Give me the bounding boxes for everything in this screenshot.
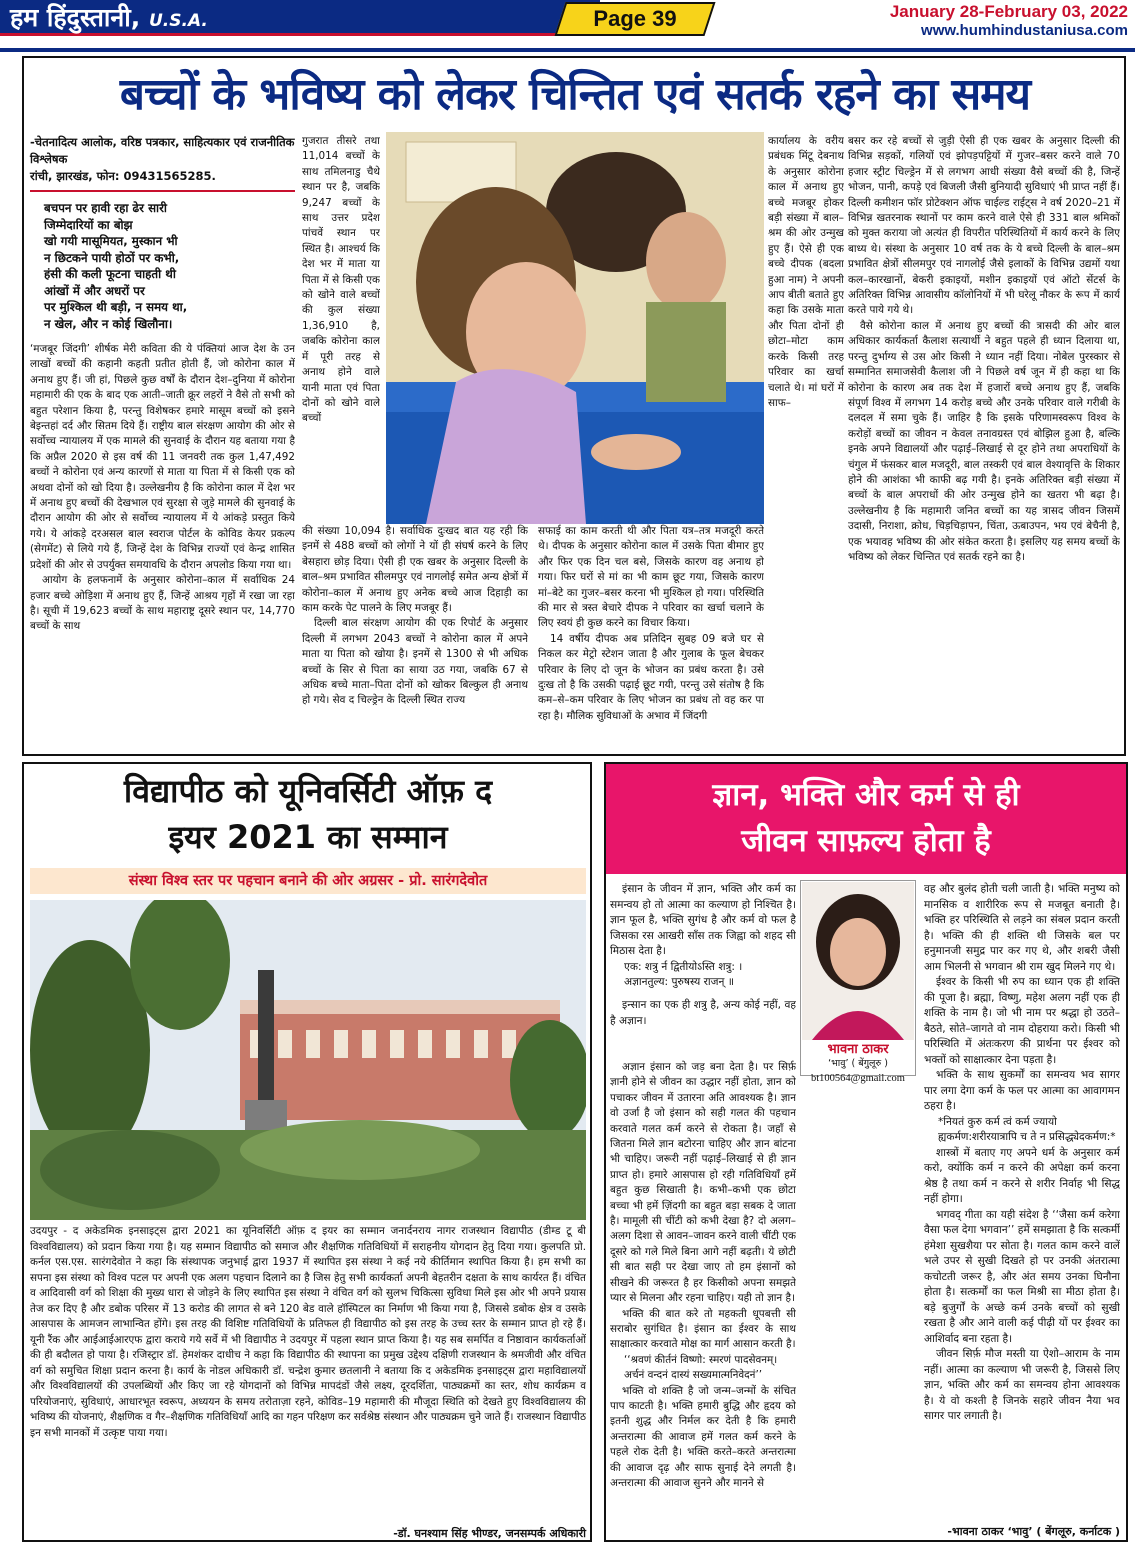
paragraph: दिल्ली बाल संरक्षण आयोग की एक रिपोर्ट के अनुसार दिल्ली में लगभग 2043 बच्चों ने कोरोना काल में अपने माता या पिता को खोया है। इनमें से 1300 से भी अधिक बच्चों के सिर से पिता का साया उठ गया, जबकि 67 से अधिक बच्चे माता–पिता दोनों को खोकर बिल्कुल ही अनाथ हो गये। सेव द चिल्ड्रेन के दिल्ली स्थित राज्य	[302, 617, 528, 707]
poem-line: पर मुश्किल थी बड़ी, न समय था,	[44, 300, 188, 314]
paragraph: भगवद् गीता का यही संदेश है ‘‘जैसा कर्म करेगा वैसा फल देगा भगवान’’ हमें समझाता है कि सत्कर्मी हंमेशा सुखशैया पर सोता है। गलत काम करने वालें भले उपर से सुखी दिखते हो पर उनकी अंतरात्मा कचोटती जरूर है, और अंत समय उनका घिनौना होता है। सत्कर्मों का फल मिश्री सा मीठा होता है। बड़े बुजुर्गों के अच्छे कर्म उनके बच्चों को सुखी रखता है और आने वाली कई पीढ़ी यों पर ईश्वर का आशिर्वाद बना रहता है।	[924, 1208, 1120, 1345]
paragraph: भक्ति की बात करे तो महकती धूपबत्ती सी सराबोर सुगंधित है। इंसान का ईश्वर के साथ साक्षात्कार करवाते मोक्ष का मार्ग आसान करती है।	[610, 1307, 796, 1351]
spiritual-intro	[610, 882, 796, 998]
poem-line: न छिटकने पायी होठों पर कभी,	[44, 250, 180, 265]
poem-line: खो गयी मासूमियत, मुस्कान भी	[44, 234, 178, 248]
paragraph: जीवन सिर्फ़ मौज मस्ती या ऐशो–आराम के नाम नहीं। आत्मा का कल्याण भी जरूरी है, जिससे लिए ज्ञान, भक्ति और कर्म का समन्वय होना आवश्यक है। ये वो कश्ती है जिनके सहारे जीवन नैया भव सागर पार लगाती है।	[924, 1348, 1120, 1422]
paragraph: उदयपुर - द अकेडमिक इनसाइट्स द्वारा 2021 का यूनिवर्सिटी ऑफ़ द इयर का सम्मान जनार्दनराय नागर राजस्थान विद्यापीठ (डीम्ड टू बी विश्वविद्यालय) को प्रदान किया गया है। यह सम्मान विद्यापीठ को समाज और शैक्षणिक गतिविधियों में सराहनीय योगदान हेतु दिया गया। कुलपति प्रो. कर्नल एस.एस. सारंगदेवोत ने कहा कि संस्थापक जनुभाई द्वारा 1937 में स्थापित इस संस्था ने कई नये कीर्तिमान स्थापित किया है। हम सभी का सपना इस संस्था को विश्व पटल पर अपनी एक अलग पहचान दिलाने का है जिस हेतु सभी कार्यकर्ता अपनी बेहतरीन दक्षता के साथ कार्यरत हैं। वंचित व आदिवासी वर्ग को शिक्षा की मुख्य धारा से जोड़ने के लिए स्थापित इस संस्था ने वंचित वर्ग को सुलभ चिकित्सा सुविधा मिले इस ओर भी अपने प्रयास तेज कर दिए है और डबोक परिसर में 13 करोड की लागत से बने 120 बेड वाले हॉस्पिटल का निर्माण भी किया गया है, जिससे डबोक क्षेत्र व उसके आसपास के आमजन लाभान्वित होंगे। इस तरह की विशिष्ट गतिविधियों के प्रतिफल ही विद्यापीठ को इस तरह के उच्च स्तर के सम्मान प्राप्त हो रहे हैं। यूनी रैंक और आईआईआरएफ द्वारा कराये गये सर्वे में भी विद्यापीठ ने उदयपुर में पहला स्थान प्राप्त किया है। यह सब समर्पित व निष्ठावान कार्यकर्ताओं की ही बदौलत हो पाया है। रजिस्ट्रार डॉ. हेमशंकर दाधीच ने कहा कि विद्यापीठ की स्थापना का प्रमुख उद्देश्य दक्षिणी राजस्थान के श्रमजीवी और वंचित वर्ग को समुचित शिक्षा प्रदान करना है। कार्य के नोडल अधिकारी डॉ. चन्द्रेश कुमार छतलानी ने बताया कि द अकेडमिक इनसाइट्स द्वारा महाविद्यालयों और विश्वविद्यालयों की उपलब्धियों और किए जा रहे योगदानों को विभिन्न मापदंडों जैसे लक्ष्य, दूरदर्शिता, पाठ्यक्रमों का स्तर, शोध कार्यक्रम व परियोजनाएं, सुविधाएं, आधारभूत स्वरूप, अध्ययन के समय तरोताज़ा रहने, कोविड–19 महामारी की मौजूदा स्थिति को देखते हुए विश्वविद्यालय की भविष्य की योजनाएं, शैक्षणिक व गैर–शैक्षणिक गतिविधियाँ आदि का गहन परिक्षण कर सर्वश्रेष्ठ संस्थान और पाठ्यक्रम चुने जाते हैं। राजस्थान विद्यापीठ इन सभी मानकों में उत्कृष्ट पाया गया।	[30, 1225, 586, 1439]
header-rule	[0, 48, 1135, 52]
paragraph: अज्ञान इंसान को जड़ बना देता है। पर सिर्फ़ ज्ञानी होने से जीवन का उद्धार नहीं होता, ज्ञान को पचाकर जीवन में उतारना अति आवश्यक है। ज्ञान वो उर्जा है जो इंसान को सही गलत की पहचान करवाते गलत कर्म करने से रोकता है। जहाँ से जितना मिले ज्ञान बटोरना चाहिए और ज्ञान बांटना भी चाहिए। जरूरी नहीं पढ़ाई–लिखाई से ही ज्ञान प्राप्त हो। हमारे आसपास हो रही गतिविधियाँ हमें बहुत कुछ सिखाती है। कभी–कभी एक छोटा बच्चा भी हमें ज़िंदगी का बहुत बड़ा सबक दे जाता है। मामूली सी चींटी को कभी देखा है? दो अलग–अलग दिशा से आवन–जावन करने वाली चींटी एक दूसरे को गले मिले बिना आगे नहीं बढ़ती। ये छोटी सी बात सही पर देखा जाए तो हम इंसानों को सीखने की जरूरत है हर किसीको अपना समझते प्यार से मिलना और रहना चाहिए। यही तो ज्ञान है।	[610, 1061, 796, 1305]
campus-photo-illustration	[30, 900, 586, 1220]
main-column-5	[848, 134, 1120, 748]
spiritual-headline	[606, 772, 1126, 864]
main-column-1	[30, 342, 295, 747]
children-photo	[386, 132, 764, 524]
byline-location: रांची, झारखंड, फोन: 09431565285.	[30, 169, 216, 183]
verse-line: एक: शत्रु र्न द्वितीयोऽस्ति शत्रु: ।	[624, 960, 743, 973]
below-photo-left	[302, 524, 528, 749]
author-photo	[802, 882, 914, 1040]
masthead-title: हम हिंदुस्तानी,	[10, 3, 141, 32]
paragraph: इंसान के जीवन में ज्ञान, भक्ति और कर्म का समन्वय हो तो आत्मा का कल्याण हो निश्चित है। ज्ञान फूल है, भक्ति सुगंध है और कर्म वो फल है जिसका रस आखरी साँस तक जिह्वा को शहद सी मिठास देता है।	[610, 883, 796, 957]
verse-line: ‘‘श्रवणं कीर्तनं विष्णो: स्मरणं पादसेवनम्।	[624, 1353, 778, 1366]
headline-line: जीवन साफ़ल्य होता है	[741, 823, 991, 859]
paragraph: गुजरात तीसरे तथा 11,014 बच्चों के साथ तमिलनाडु चैथे स्थान पर है, जबकि 9,247 बच्चों के साथ उत्तर प्रदेश पांचवें स्थान पर स्थित है। आश्चर्य कि देश भर में माता या पिता में से किसी एक को खोने वाले बच्चों की कुल संख्या 1,36,910 है, जबकि कोरोना काल में पूरी तरह से अनाथ होने वाले यानी माता एवं पिता दोनों को खोने वाले बच्चों	[302, 135, 380, 425]
main-byline	[30, 134, 295, 186]
issue-date: January 28-February 03, 2022	[889, 2, 1128, 21]
verse-line: अर्चनं वन्दनं दास्यं सख्यमात्मनिवेदनं’’	[624, 1369, 763, 1382]
poem-line: जिम्मेदारियों का बोझ	[44, 217, 133, 232]
spiritual-column-2	[924, 882, 1120, 1512]
masthead-suffix: U.S.A.	[148, 11, 208, 31]
paragraph: कार्यालय के वरीय प्रबंधक मिंटू देबनाथ के अनुसार कोरोना काल में अनाथ हुए बच्चे मजबूर होकर बड़ी संख्या में बाल–श्रम की ओर उन्मुख हुए हैं। ऐसे ही एक बच्चे दीपक (बदला हुआ नाम) ने अपनी आप बीती बताते हुए कहा कि उसके माता और पिता दोनों ही छोटा–मोटा काम करके किसी तरह परिवार का खर्चा चलाते थे। मां घरों में साफ–	[768, 135, 844, 409]
byline-author: -चेतनादित्य आलोक, वरिष्ठ पत्रकार, साहित्यकार एवं राजनीतिक विश्लेषक	[30, 135, 295, 166]
campus-photo	[30, 900, 586, 1220]
headline-line: इयर 2021 का सम्मान	[168, 818, 448, 856]
headline-line: ज्ञान, भक्ति और कर्म से ही	[712, 777, 1020, 813]
verse-line: *नियतं कुरु कर्म त्वं कर्म ज्यायो ह्यकर्मण:शरीरयात्रापि च ते न प्रसिद्ध्येदकर्मण:*	[938, 1115, 1116, 1143]
paragraph: वह और बुलंद होती चली जाती है। भक्ति मनुष्य को मानसिक व शारीरिक रूप से मजबूत बनाती है। भक्ति हर परिस्थिति से लड़ने का संबल प्रदान करती है। भक्ति की ही शक्ति थी जिसके बल पर हनुमानजी समुद्र पार कर गए थे, और शबरी जैसी आम भिलनी से भगवान श्री राम खुद मिलने गए थे।	[924, 883, 1120, 973]
spiritual-signature: -भावना ठाकर ‘भावु’ ( बेंगलूरु, कर्नाटक )	[947, 1525, 1120, 1538]
paragraph: सफाई का काम करती थी और पिता यत्र–तत्र मजदूरी करते थे। दीपक के अनुसार कोरोना काल में उसके पिता बीमार हुए और फिर एक दिन चल बसे, जिसके कारण वह अनाथ हो गया। फिर घरों से मां का भी काम छूट गया, जिसके कारण मां–बेटे का गुजर–बसर करना भी मुश्किल हो गया। परिस्थिति की मार से त्रस्त बेचारे दीपक ने परिवार का खर्चा चलाने के लिए स्वयं ही कुछ करने का विचार किया।	[538, 525, 764, 630]
paragraph: भक्ति के साथ सुकर्मों का समन्वय भव सागर पार लगा देगा कर्म के फल पर आत्मा का आवागमन ठहरा है।	[924, 1069, 1120, 1112]
below-photo-columns	[302, 524, 764, 749]
byline-divider	[30, 190, 295, 192]
paragraph: की संख्या 10,094 है। सर्वाधिक दुःखद बात यह रही कि इनमें से 488 बच्चों को लोगों ने यों ही संघर्ष करने के लिए बेसहारा छोड़ दिया। ऐसी ही एक खबर के अनुसार दिल्ली के बाल–श्रम प्रभावित सीलमपुर एवं नागलोई समेत अन्य क्षेत्रों में कोरोना–काल में अनाथ हुए अनेक बच्चे आज दिहाड़ी का काम करके पेट पालने के लिए मजबूर हैं।	[302, 525, 528, 615]
poem-block	[44, 200, 294, 345]
children-photo-illustration	[386, 132, 764, 524]
headline-line: विद्यापीठ को यूनिवर्सिटी ऑफ़ द	[123, 772, 493, 810]
paragraph: भक्ति वो शक्ति है जो जन्म–जन्मों के संचित पाप काटती है। भक्ति हमारी बुद्धि और हृदय को इतनी शुद्ध और निर्मल कर देती है कि हमारी अन्तरात्मा की आवाज हमें गलत कर्म करने के पहले रोक देती है। भक्ति करते–करते अन्तरात्मा की आवाज दृढ़ और साफ सुनाई देने लगती है। अन्तरात्मा की आवाज सुनने और मानने से	[610, 1384, 796, 1489]
author-alias: ‘भावु’ ( बेंगुलूरु )	[828, 1058, 888, 1069]
below-photo-right	[538, 524, 764, 749]
author-portrait	[802, 882, 914, 1040]
paragraph: 14 वर्षीय दीपक अब प्रतिदिन सुबह 09 बजे घर से निकल कर मेट्रो स्टेशन जाता है और गुलाब के फूल बेचकर परिवार के लिए दो जून के भोजन का प्रबंध करता है। उसे दुःख तो है कि उसकी पढ़ाई छूट गयी, परन्तु उसे संतोष है कि कम–से–कम परिवार के लिए भोजन का प्रबंध तो वह कर पा रहा है। मौलिक सुविधाओं के अभाव में जिंदगी	[538, 632, 764, 722]
paragraph: ईश्वर के किसी भी रुप का ध्यान एक ही शक्ति की पूजा है। ब्रह्मा, विष्णु, महेश अलग नहीं एक ही शक्ति के नाम है। जो भी नाम पर श्रद्धा हो उठते–बैठते, सोते–जागते वो नाम दोहराया करो। किसी भी परिस्थिति में अंतःकरण की प्रार्थना पर ईश्वर को भक्तों को साक्षात्कार देना पड़ता है।	[924, 976, 1120, 1066]
main-column-2	[302, 134, 380, 524]
university-headline	[30, 768, 586, 864]
poem-line: हंसी की कली फूटना चाहती थी	[44, 267, 176, 281]
paragraph: वैसे कोरोना काल में अनाथ हुए बच्चों की त्रासदी की ओर बाल अधिकार कार्यकर्ता कैलाश सत्यार्थी ने बहुत पहले ही ध्यान दिलाया था, परन्तु दुर्भाग्य से उस ओर किसी ने ध्यान नहीं दिया। नोबेल पुरस्कार से सम्मानित समाजसेवी कैलाश जी ने पिछले वर्ष जून में ही कहा था कि कोरोना के कारण अब तक देश में हजारों बच्चे अनाथ हुए हैं, जबकि संपूर्ण विश्व में लगभग 14 करोड़ बच्चे और उनके परिवार वाले गरीबी के दलदल में समा चुके हैं। जाहिर है कि इसके परिणामस्वरूप विश्व के करोड़ों बच्चों का जीवन न केवल तनावग्रस्त एवं बोझिल हुआ है, बल्कि इनके अपने विद्यालयों और पढ़ाई–लिखाई से दूर होने तथा अपराधियों के चंगुल में फंसकर बाल मजदूरी, बाल तस्करी एवं बाल वेश्यावृत्ति के शिकार होने की आशंका भी काफी बढ़ गयी है। इनके अतिरिक्त बड़ी संख्या में बच्चों के बाल अपराधों की ओर उन्मुख होने का खतरा भी बढ़ा है। उल्लेखनीय है कि महामारी जनित बच्चों का यह त्रासद जीवन जिसमें उदासी, निराशा, क्रोध, चिड़चिड़ापन, चिंता, ऊबाउपन, भय एवं बेचैनी है, एक भयावह भविष्य की ओर संकेत करता है। इसलिए यह समय बच्चों के भविष्य को लेकर चिन्तित एवं सतर्क रहने का है।	[848, 319, 1120, 563]
poem-line: न खेल, और न कोई खिलौना।	[44, 316, 173, 331]
university-subhead: संस्था विश्व स्तर पर पहचान बनाने की ओर अग्रसर - प्रो. सारंगदेवोत	[128, 873, 488, 889]
paragraph: आयोग के हलफनामें के अनुसार कोरोना–काल में सर्वाधिक 24 हजार बच्चे ओड़िशा में अनाथ हुए हैं, जिन्हें आश्रय गृहों में रखा जा रहा है। सूची में 19,623 बच्चों के साथ महाराष्ट्र दूसरे स्थान पर, 14,770 बच्चों के साथ	[30, 574, 295, 633]
main-headline: बच्चों के भविष्य को लेकर चिन्तित एवं सतर्क रहने का समय	[119, 69, 1031, 120]
masthead	[10, 2, 208, 37]
verse-line: अज्ञानतुल्य: पुरुषस्य राजन् ॥	[624, 976, 735, 988]
university-body	[30, 1224, 586, 1524]
page-header	[0, 0, 1135, 50]
author-name: भावना ठाकर	[827, 1042, 889, 1057]
author-email[interactable]: bt100564@gmail.com	[811, 1073, 905, 1084]
poem-line: आंखों में और अधरों पर	[44, 283, 145, 298]
paragraph: बसर कर रहे बच्चों से जुड़ी ऐसी ही एक खबर के अनुसार दिल्ली की विभिन्न सड़कों, गलियों एवं झोपड़पट्टियों में गुजर–बसर करने वाले 70 हजार स्ट्रीट चिल्ड्रेन में से लगभग आधी संख्या वैसे बच्चों की है, जिन्हें भोजन, पानी, कपड़े एवं बिजली जैसी बुनियादी सुविधाएं भी प्राप्त नहीं हैं। दिल्ली कमीशन फॉर प्रोटेक्शन ऑफ चाईल्ड राईट्स ने वर्ष 2020–21 में विभिन्न खतरनाक स्थानों पर काम करने वाले ऐसे ही 331 बाल श्रमिकों को मुक्त कराया जो अत्यंत ही विपरीत परिस्थितियों में कार्य करने के लिए बाध्य थे। संस्था के अनुसार 10 वर्ष तक के ये बच्चे दिल्ली के बाल–श्रम प्रभावित क्षेत्रों सीलमपुर एवं नागलोई जैसे इलाकों के विभिन्न उद्यमों यथा कल–कारखानों, बेकरी इकाइयों, मशीन इकाइयों एवं ऑटो सेंटर्स के अतिरिक्त विभिन्न आवासीय कॉलोनियों में भी घरेलू नौकर के रूप में कार्य करते पाये गये थे।	[848, 135, 1120, 317]
paragraph: शास्त्रों में बताए गए अपने धर्म के अनुसार कर्म करो, क्योंकि कर्म न करने की अपेक्षा कर्म करना श्रेष्ठ है तथा कर्म न करने से शरीर निर्वाह भी सिद्ध नहीं होगा।	[924, 1146, 1120, 1205]
main-column-4	[768, 134, 844, 524]
poem-line: बचपन पर हावी रहा ढेर सारी	[44, 201, 167, 215]
spiritual-column-1b	[610, 1060, 796, 1530]
paragraph: इन्सान का एक ही शत्रु है, अन्य कोई नहीं, वह है अज्ञान।	[610, 999, 796, 1027]
university-signature: -डॉ. घनश्याम सिंह भीण्डर, जनसम्पर्क अधिकारी	[393, 1527, 586, 1540]
paragraph: ‘मजबूर जिंदगी’ शीर्षक मेरी कविता की ये पंक्तियां आज देश के उन लाखों बच्चों की कहानी कहती प्रतीत होती हैं, जो कोरोना काल में अनाथ हुए हैं। जी हां, पिछले कुछ वर्षों के दौरान देश–दुनिया में कोरोना महामारी की एक के बाद एक आती–जाती क्रूर लहरों ने वैसे तो सभी को बहुत परेशान किया है, परन्तु विशेषकर हमारे मासूम बच्चों को इसने बेइन्तहां दर्द और सितम दिये हैं। राष्ट्रीय बाल संरक्षण आयोग की ओर से सर्वोच्च न्यायालय में एक मामले की सुनवाई के दौरान यह बताया गया है कि अप्रैल 2020 से इस वर्ष की 11 जनवरी तक कुल 1,47,492 बच्चों ने कोरोना एवं अन्य कारणों से माता या पिता में से किसी एक को अथवा दोनों को खो दिया है। उल्लेखनीय है कि कोरोना काल में देश भर में अनाथ हुए बच्चों की देखभाल एवं सुरक्षा से जुड़े मामले की सुनवाई के दौरान आयोग की ओर से सर्वोच्च न्यायालय में ये आंकड़े प्रस्तुत किये गये। ये आंकड़े दरअसल बाल स्वराज पोर्टल के कोविड केयर प्रकल्प (सेगमेंट) से लिये गये हैं, जिन्हें देश के विभिन्न राज्यों एवं केन्द्र शासित प्रदेशों की ओर से उपर्युक्त समयावधि के दौरान अपलोड किया गया था।	[30, 343, 295, 571]
website-link[interactable]: www.humhindustaniusa.com	[921, 22, 1128, 39]
page-number: Page 39	[593, 6, 677, 31]
